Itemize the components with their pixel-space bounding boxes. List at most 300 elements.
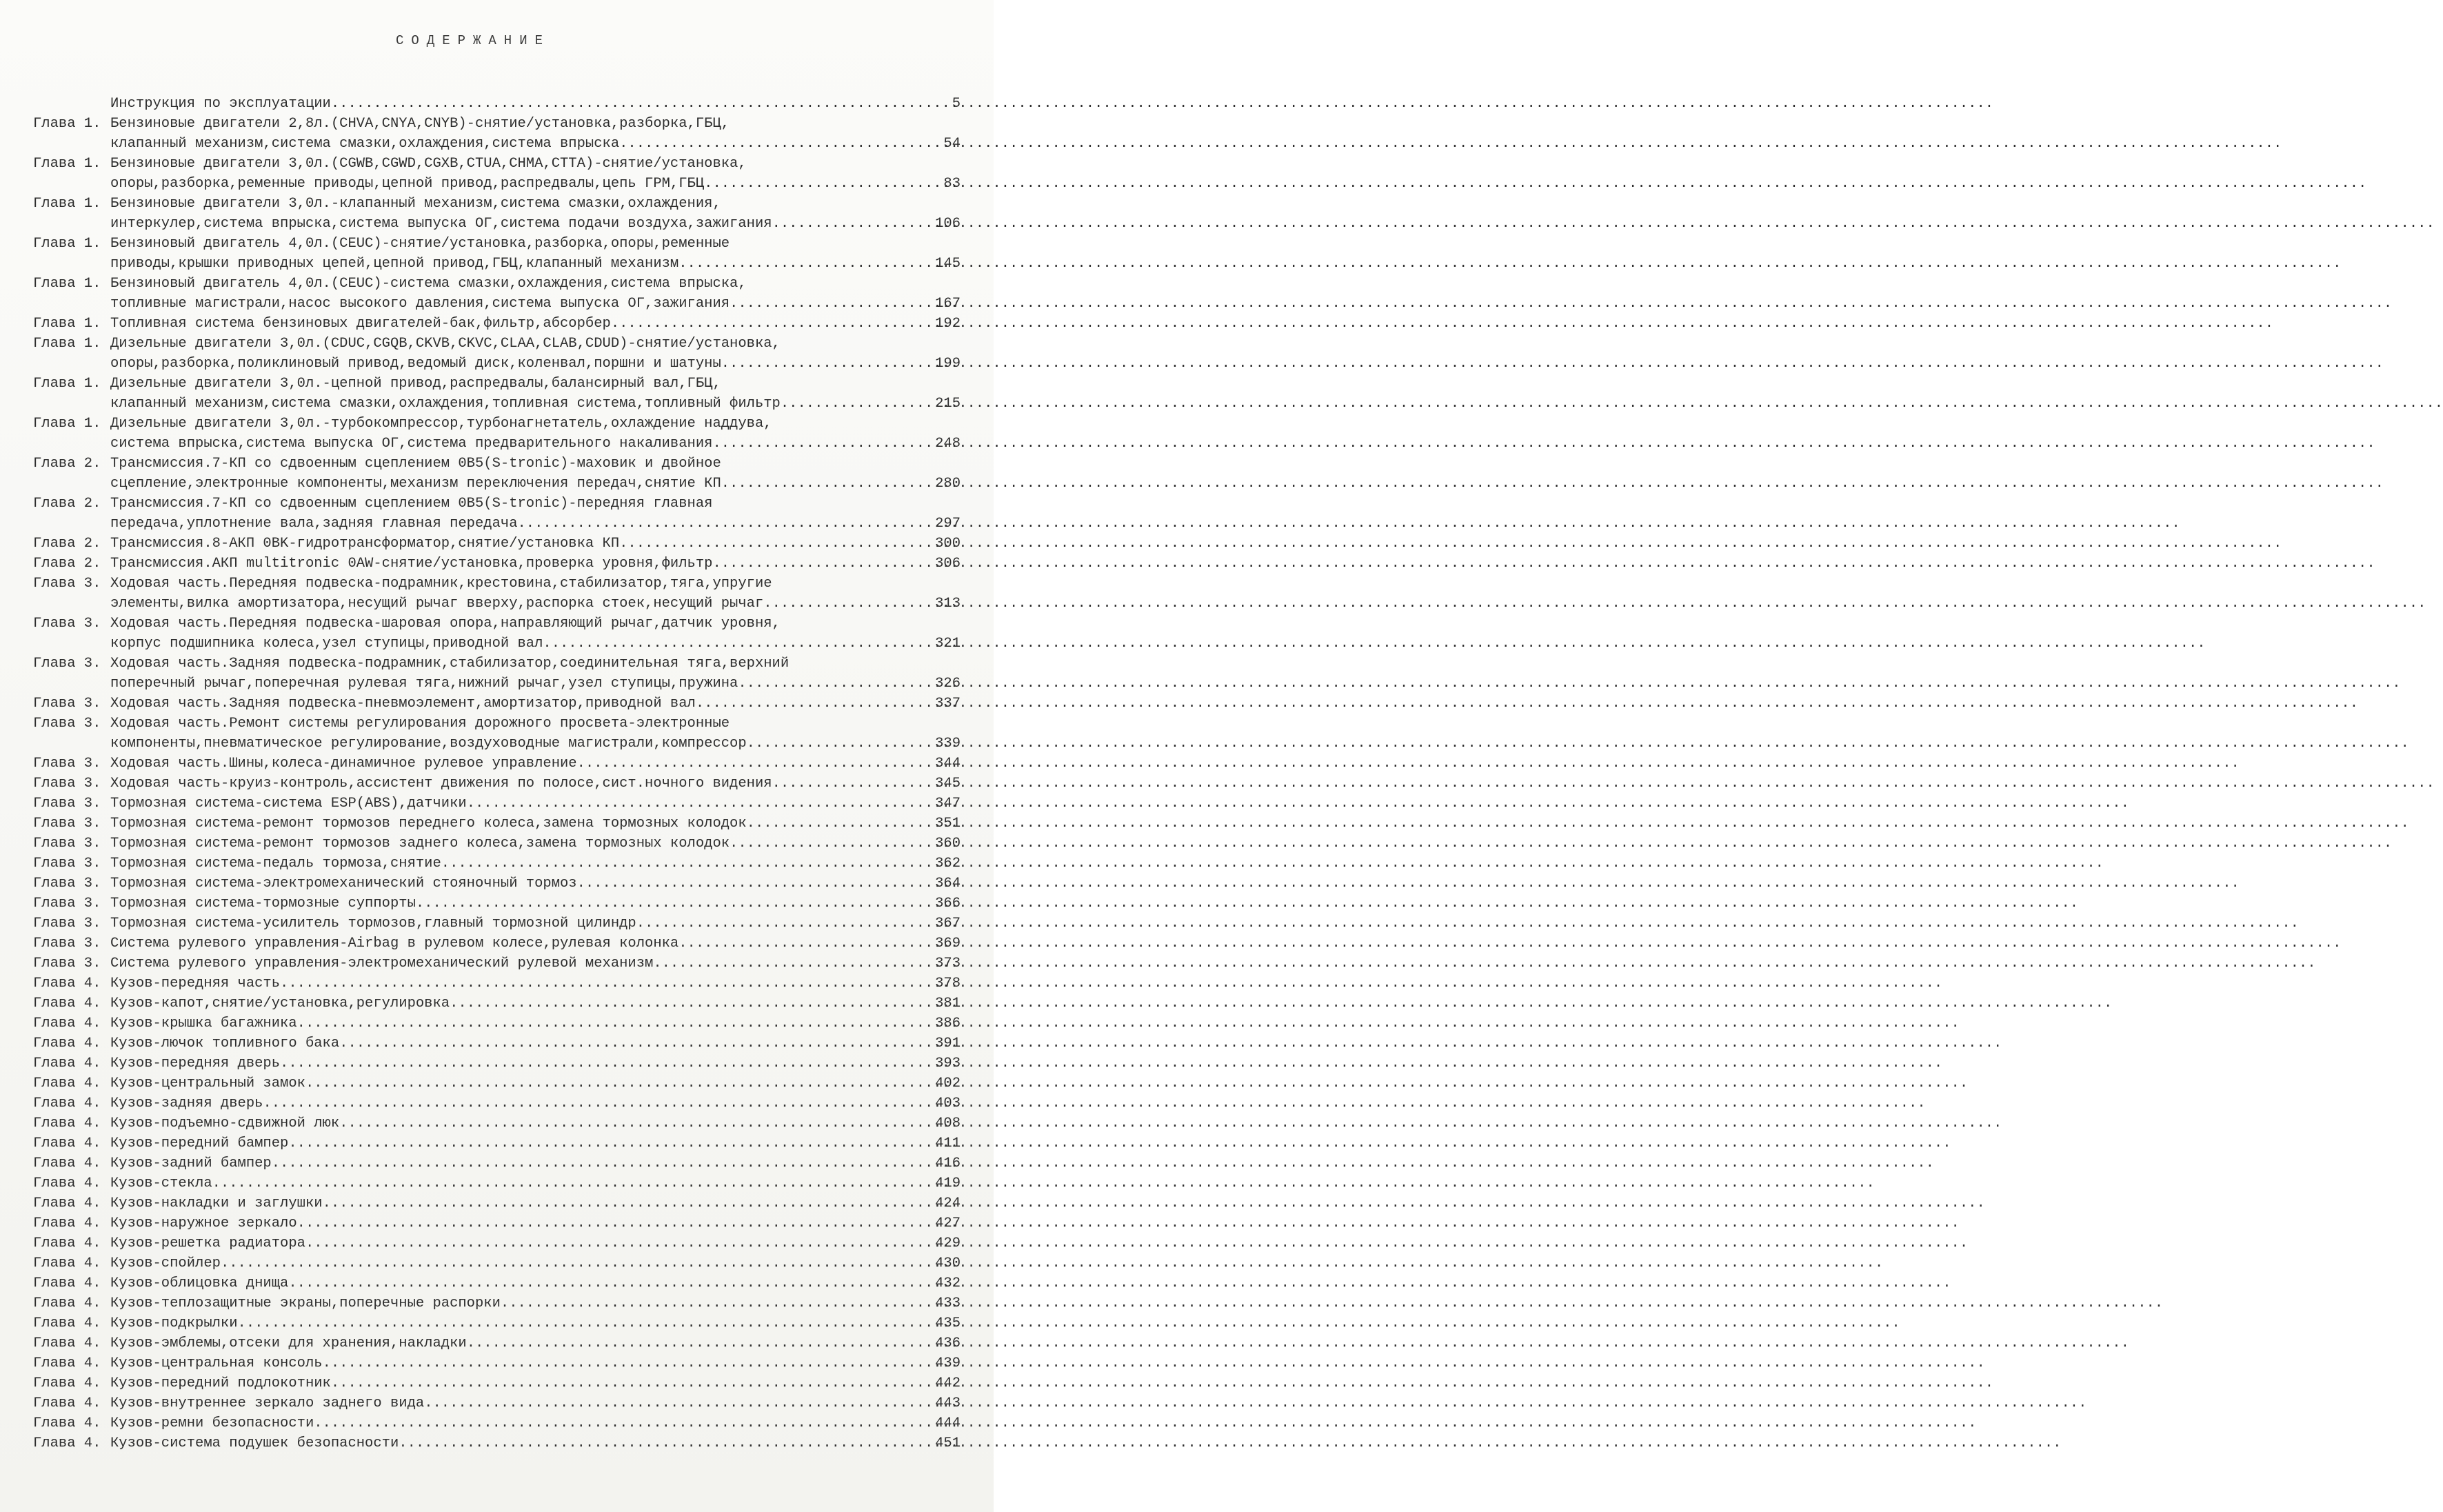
toc-entry-body [110,994,961,1014]
toc-last-line [110,974,961,994]
dot-leader [763,594,935,614]
toc-entry-body [110,1293,961,1313]
toc-chapter-label: Глава 1. [33,156,101,172]
toc-entry-body [110,1173,961,1193]
toc-chapter-label: Глава 4. [33,1156,101,1171]
toc-title-line: Дизельные двигатели 3,0л.-турбокомпрессор,турбонагнетатель,охлаждение наддува, [110,416,772,432]
dot-leader [696,694,935,714]
toc-title-line: Трансмиссия.АКП multitronic 0AW-снятие/установка,проверка уровня,фильтр [110,556,713,572]
toc-last-line [110,874,961,894]
toc-last-line [110,1073,961,1093]
toc-page-number: 432 [935,1276,961,1291]
toc-chapter-label: Глава 4. [33,1276,101,1291]
toc-last-line [110,314,961,334]
toc-entry [33,1213,961,1233]
toc-page-number: 402 [935,1076,961,1091]
page-title: СОДЕРЖАНИЕ [395,33,551,48]
toc-title-line: Дизельные двигатели 3,0л.(CDUC,CGQB,CKVB,CKVC,CLAA,CLAB,CDUD)-снятие/установка, [110,336,781,352]
toc-entry-body [110,114,961,154]
toc-entry-body [110,814,961,834]
toc-entry [33,154,961,194]
toc-entry-body [110,854,961,874]
toc-chapter-label: Глава 3. [33,576,101,592]
toc-chapter-label: Глава 4. [33,1136,101,1151]
toc-last-line [110,474,961,494]
toc-last-line [110,1313,961,1333]
dot-leader [297,1213,935,1233]
toc-entry-body [110,1353,961,1373]
toc-chapter-label: Глава 3. [33,956,101,971]
toc-last-line [110,594,961,614]
toc-last-line [110,934,961,954]
toc-page-number: 391 [935,1036,961,1051]
toc-entry-body [110,974,961,994]
toc-title-line: Тормозная система-усилитель тормозов,главный тормозной цилиндр [110,916,636,931]
toc-title-line: Кузов-передний подлокотник [110,1375,331,1391]
toc-page-number: 5 [952,96,961,112]
toc-entry [33,834,961,854]
toc-entry [33,1153,961,1173]
dot-leader [730,294,935,314]
dot-leader [712,554,935,574]
toc-chapter-label: Глава 3. [33,836,101,851]
toc-title-line: элементы,вилка амортизатора,несущий рычаг вверху,распорка стоек,несущий рычаг [110,596,764,612]
toc-entry-body [110,274,961,314]
toc-entry-body [110,554,961,574]
toc-chapter-label: Глава 3. [33,796,101,812]
toc-entry-body [110,694,961,714]
dot-leader [339,1034,935,1054]
toc-title-line: Бензиновые двигатели 3,0л.(CGWB,CGWD,CGXB,CTUA,CHMA,CTTA)-снятие/установка, [110,156,747,172]
toc-last-line [110,754,961,774]
toc-last-line [110,174,961,194]
toc-entry [33,234,961,274]
toc-entry-body [110,1393,961,1413]
dot-leader [331,94,952,114]
toc-page-number: 300 [935,536,961,552]
toc-page-number: 381 [935,996,961,1011]
toc-title-line: Кузов-подъемно-сдвижной люк [110,1116,340,1131]
toc-entry [33,414,961,454]
toc-entry-body [110,954,961,974]
toc-last-line [110,1133,961,1153]
toc-last-line [110,554,961,574]
toc-title-line: Тормозная система-ремонт тормозов переднего колеса,замена тормозных колодок [110,816,747,831]
toc-page-number: 313 [935,596,961,612]
toc-title-line: Кузов-задняя дверь [110,1096,263,1111]
toc-title-line: Бензиновые двигатели 2,8л.(CHVA,CNYA,CNYB)-снятие/установка,разборка,ГБЦ, [110,116,730,132]
toc-chapter-label: Глава 4. [33,1316,101,1331]
toc-chapter-label: Глава 1. [33,276,101,292]
toc-entry [33,374,961,414]
toc-entry [33,574,961,614]
toc-entry [33,854,961,874]
dot-leader [467,1333,935,1353]
toc-last-line [110,1253,961,1273]
toc-last-line [110,94,961,114]
toc-last-line [110,854,961,874]
toc-last-line [110,1213,961,1233]
toc-title-line: Ходовая часть.Передняя подвеска-подрамник,крестовина,стабилизатор,тяга,упругие [110,576,772,592]
toc-last-line [110,1014,961,1034]
toc-entry-body [110,1333,961,1353]
dot-leader [772,214,936,234]
dot-leader [221,1253,935,1273]
toc-entry-body [110,1253,961,1273]
toc-entry [33,794,961,814]
toc-entry [33,1313,961,1333]
dot-leader [399,1433,935,1453]
toc-page-number: 345 [935,776,961,792]
toc-chapter-label: Глава 4. [33,1236,101,1251]
dot-leader [238,1313,936,1333]
toc-page-number: 192 [935,316,961,332]
toc-entry [33,1393,961,1413]
toc-entry [33,1413,961,1433]
toc-title-line: Кузов-система подушек безопасности [110,1435,399,1451]
dot-leader [323,1353,936,1373]
toc-last-line [110,534,961,554]
toc-last-line [110,774,961,794]
toc-page-number: 424 [935,1196,961,1211]
toc-title-line: приводы,крышки приводных цепей,цепной привод,ГБЦ,клапанный механизм [110,256,679,272]
dot-leader [653,954,935,974]
dot-leader [577,754,935,774]
toc-last-line [110,514,961,534]
toc-title-line: Кузов-задний бампер [110,1156,272,1171]
toc-title-line: Кузов-центральная консоль [110,1355,323,1371]
dot-leader [280,1054,935,1073]
toc-page-number: 408 [935,1116,961,1131]
toc-last-line [110,294,961,314]
toc-title-line: сцепление,электронные компоненты,механизм переключения передач,снятие КП [110,476,721,492]
toc-title-line: Трансмиссия.7-КП со сдвоенным сцеплением 0B5(S-tronic)-передняя главная [110,496,713,512]
dot-leader [450,994,935,1014]
toc-entry [33,554,961,574]
toc-chapter-label: Глава 2. [33,496,101,512]
toc-entry-body [110,774,961,794]
toc-page-number: 436 [935,1335,961,1351]
toc-last-line [110,214,961,234]
toc-chapter-label [33,94,110,114]
toc-last-line [110,134,961,154]
toc-page-number: 444 [935,1415,961,1431]
toc-chapter-label: Глава 3. [33,896,101,911]
toc-title-line: Тормозная система-тормозные суппорты [110,896,416,911]
toc-entry-body [110,494,961,534]
toc-entry [33,94,961,114]
toc-entry [33,994,961,1014]
toc-chapter-label: Глава 3. [33,876,101,891]
toc-entry [33,274,961,314]
toc-last-line [110,994,961,1014]
toc-entry [33,934,961,954]
dot-leader [781,394,935,414]
toc-page-number: 364 [935,876,961,891]
dot-leader [314,1413,935,1433]
toc-page-number: 443 [935,1395,961,1411]
toc-chapter-label: Глава 2. [33,556,101,572]
toc-chapter-label: Глава 4. [33,1176,101,1191]
toc-title-line: Ходовая часть.Передняя подвеска-шаровая опора,направляющий рычаг,датчик уровня, [110,616,781,632]
toc-title-line: Ходовая часть.Шины,колеса-динамичное рулевое управление [110,756,577,772]
toc-entry [33,1034,961,1054]
toc-chapter-label: Глава 4. [33,1335,101,1351]
toc-title-line: Кузов-стекла [110,1176,212,1191]
toc-title-line: корпус подшипника колеса,узел ступицы,приводной вал [110,636,543,652]
toc-entry [33,1373,961,1393]
toc-entry-body [110,1054,961,1073]
toc-entry-body [110,94,961,114]
toc-page-number: 248 [935,436,961,452]
toc-page-number: 442 [935,1375,961,1391]
toc-entry-body [110,1233,961,1253]
toc-entry-body [110,714,961,754]
toc-title-line: Тормозная система-электромеханический стояночный тормоз [110,876,577,891]
toc-title-line: Бензиновый двигатель 4,0л.(CEUC)-система смазки,охлаждения,система впрыска, [110,276,747,292]
dot-leader [678,254,935,274]
toc-entry [33,334,961,374]
toc-entry [33,974,961,994]
dot-leader [577,874,935,894]
dot-leader [619,134,943,154]
toc-page-number: 416 [935,1156,961,1171]
toc-entry [33,1353,961,1373]
toc-entry-body [110,1273,961,1293]
toc-page-number: 433 [935,1296,961,1311]
toc-title-line: система впрыска,система выпуска ОГ,система предварительного накаливания [110,436,713,452]
toc-last-line [110,1093,961,1113]
dot-leader [424,1393,935,1413]
toc-page-number: 339 [935,736,961,752]
toc-title-line: Бензиновый двигатель 4,0л.(CEUC)-снятие/установка,разборка,опоры,ременные [110,236,730,252]
toc-page-number: 411 [935,1136,961,1151]
toc-entry [33,1333,961,1353]
toc-title-line: Тормозная система-ремонт тормозов заднего колеса,замена тормозных колодок [110,836,730,851]
table-of-contents [33,94,961,1453]
toc-last-line [110,694,961,714]
toc-page-number: 430 [935,1256,961,1271]
toc-chapter-label: Глава 1. [33,316,101,332]
toc-chapter-label: Глава 1. [33,116,101,132]
toc-title-line: Тормозная система-педаль тормоза,снятие [110,856,441,871]
toc-page-number: 378 [935,976,961,991]
toc-page-number: 360 [935,836,961,851]
toc-title-line: поперечный рычаг,поперечная рулевая тяга,нижний рычаг,узел ступицы,пружина [110,676,738,692]
toc-chapter-label: Глава 1. [33,236,101,252]
toc-last-line [110,674,961,694]
toc-chapter-label: Глава 4. [33,1076,101,1091]
toc-entry-body [110,754,961,774]
dot-leader [772,774,936,794]
dot-leader [416,894,935,914]
toc-last-line [110,1153,961,1173]
toc-entry-body [110,1313,961,1333]
toc-entry-body [110,414,961,454]
dot-leader [263,1093,935,1113]
toc-entry [33,1233,961,1253]
toc-chapter-label: Глава 1. [33,416,101,432]
toc-entry-body [110,1213,961,1233]
toc-chapter-label: Глава 2. [33,456,101,472]
toc-last-line [110,794,961,814]
toc-title-line: Кузов-передняя дверь [110,1056,281,1071]
toc-entry-body [110,1093,961,1113]
toc-title-line: Трансмиссия.8-АКП 0BK-гидротрансформатор,снятие/установка КП [110,536,620,552]
toc-entry [33,1273,961,1293]
dot-leader [331,1373,935,1393]
toc-entry-body [110,334,961,374]
toc-page-number: 419 [935,1176,961,1191]
toc-page-number: 280 [935,476,961,492]
toc-last-line [110,354,961,374]
toc-title-line: Ходовая часть.Задняя подвеска-подрамник,стабилизатор,соединительная тяга,верхний [110,656,790,672]
dot-leader [297,1014,935,1034]
toc-chapter-label: Глава 4. [33,1435,101,1451]
toc-chapter-label: Глава 3. [33,776,101,792]
dot-leader [747,734,935,754]
toc-entry [33,1054,961,1073]
toc-title-line: Кузов-ремни безопасности [110,1415,314,1431]
toc-chapter-label: Глава 3. [33,916,101,931]
toc-title-line: Кузов-крышка багажника [110,1016,297,1031]
toc-chapter-label: Глава 4. [33,1096,101,1111]
toc-last-line [110,434,961,454]
toc-entry [33,1014,961,1034]
toc-chapter-label: Глава 3. [33,856,101,871]
toc-entry-body [110,934,961,954]
dot-leader [636,914,935,934]
toc-entry-body [110,1413,961,1433]
toc-title-line: Дизельные двигатели 3,0л.-цепной привод,распредвалы,балансирный вал,ГБЦ, [110,376,721,392]
toc-last-line [110,1193,961,1213]
toc-last-line [110,394,961,414]
toc-entry-body [110,234,961,274]
toc-title-line: опоры,разборка,ременные приводы,цепной привод,распредвалы,цепь ГРМ,ГБЦ [110,176,705,192]
toc-entry [33,1173,961,1193]
toc-entry [33,454,961,494]
toc-title-line: Инструкция по эксплуатации [110,96,331,112]
toc-entry-body [110,574,961,614]
dot-leader [518,514,936,534]
toc-entry [33,814,961,834]
toc-chapter-label: Глава 2. [33,536,101,552]
toc-last-line [110,634,961,654]
toc-page-number: 427 [935,1216,961,1231]
toc-page-number: 369 [935,936,961,951]
toc-entry-body [110,1133,961,1153]
dot-leader [467,794,935,814]
dot-leader [272,1153,935,1173]
toc-page-number: 435 [935,1316,961,1331]
dot-leader [501,1293,935,1313]
toc-entry [33,1433,961,1453]
toc-chapter-label: Глава 4. [33,1355,101,1371]
toc-last-line [110,1393,961,1413]
toc-page-number: 386 [935,1016,961,1031]
toc-entry [33,494,961,534]
toc-page-number: 393 [935,1056,961,1071]
toc-entry-body [110,1193,961,1213]
toc-title-line: Кузов-капот,снятие/установка,регулировка [110,996,450,1011]
toc-entry [33,774,961,794]
toc-page-number: 297 [935,516,961,532]
toc-entry-body [110,834,961,854]
toc-entry-body [110,374,961,414]
toc-last-line [110,1034,961,1054]
toc-page-number: 326 [935,676,961,692]
toc-chapter-label: Глава 4. [33,1196,101,1211]
toc-entry [33,1073,961,1093]
toc-title-line: клапанный механизм,система смазки,охлаждения,система впрыска [110,136,620,152]
toc-title-line: Топливная система бензиновых двигателей-бак,фильтр,абсорбер [110,316,611,332]
toc-chapter-label: Глава 4. [33,1216,101,1231]
toc-title-line: Кузов-решетка радиатора [110,1236,305,1251]
toc-chapter-label: Глава 3. [33,816,101,831]
toc-last-line [110,1333,961,1353]
toc-chapter-label: Глава 4. [33,976,101,991]
toc-title-line: Кузов-подкрылки [110,1316,238,1331]
toc-entry [33,754,961,774]
toc-last-line [110,254,961,274]
toc-last-line [110,1273,961,1293]
toc-chapter-label: Глава 3. [33,756,101,772]
toc-page-number: 366 [935,896,961,911]
toc-page-number: 367 [935,916,961,931]
toc-chapter-label: Глава 4. [33,1256,101,1271]
toc-page-number: 215 [935,396,961,412]
toc-last-line [110,1293,961,1313]
toc-title-line: Система рулевого управления-электромеханический рулевой механизм [110,956,654,971]
toc-last-line [110,894,961,914]
dot-leader [305,1073,935,1093]
dot-leader [339,1113,935,1133]
toc-chapter-label: Глава 4. [33,1116,101,1131]
toc-entry-body [110,1373,961,1393]
toc-entry-body [110,894,961,914]
toc-last-line [110,1173,961,1193]
toc-chapter-label: Глава 1. [33,376,101,392]
toc-entry [33,314,961,334]
toc-chapter-label: Глава 4. [33,1415,101,1431]
toc-chapter-label: Глава 4. [33,1375,101,1391]
toc-title-line: Кузов-передний бампер [110,1136,289,1151]
toc-entry [33,1133,961,1153]
toc-page-number: 439 [935,1355,961,1371]
toc-chapter-label: Глава 4. [33,1036,101,1051]
toc-last-line [110,834,961,854]
dot-leader [704,174,943,194]
toc-entry [33,534,961,554]
toc-entry [33,894,961,914]
toc-last-line [110,734,961,754]
toc-chapter-label: Глава 3. [33,716,101,732]
toc-entry [33,694,961,714]
toc-chapter-label: Глава 4. [33,1016,101,1031]
toc-title-line: Кузов-центральный замок [110,1076,305,1091]
toc-entry [33,1193,961,1213]
toc-last-line [110,1054,961,1073]
toc-chapter-label: Глава 4. [33,1296,101,1311]
toc-entry-body [110,1113,961,1133]
dot-leader [543,634,935,654]
toc-page-number: 451 [935,1435,961,1451]
toc-last-line [110,914,961,934]
toc-chapter-label: Глава 4. [33,1056,101,1071]
document-page [0,0,994,1512]
toc-entry [33,1253,961,1273]
toc-entry-body [110,1073,961,1093]
